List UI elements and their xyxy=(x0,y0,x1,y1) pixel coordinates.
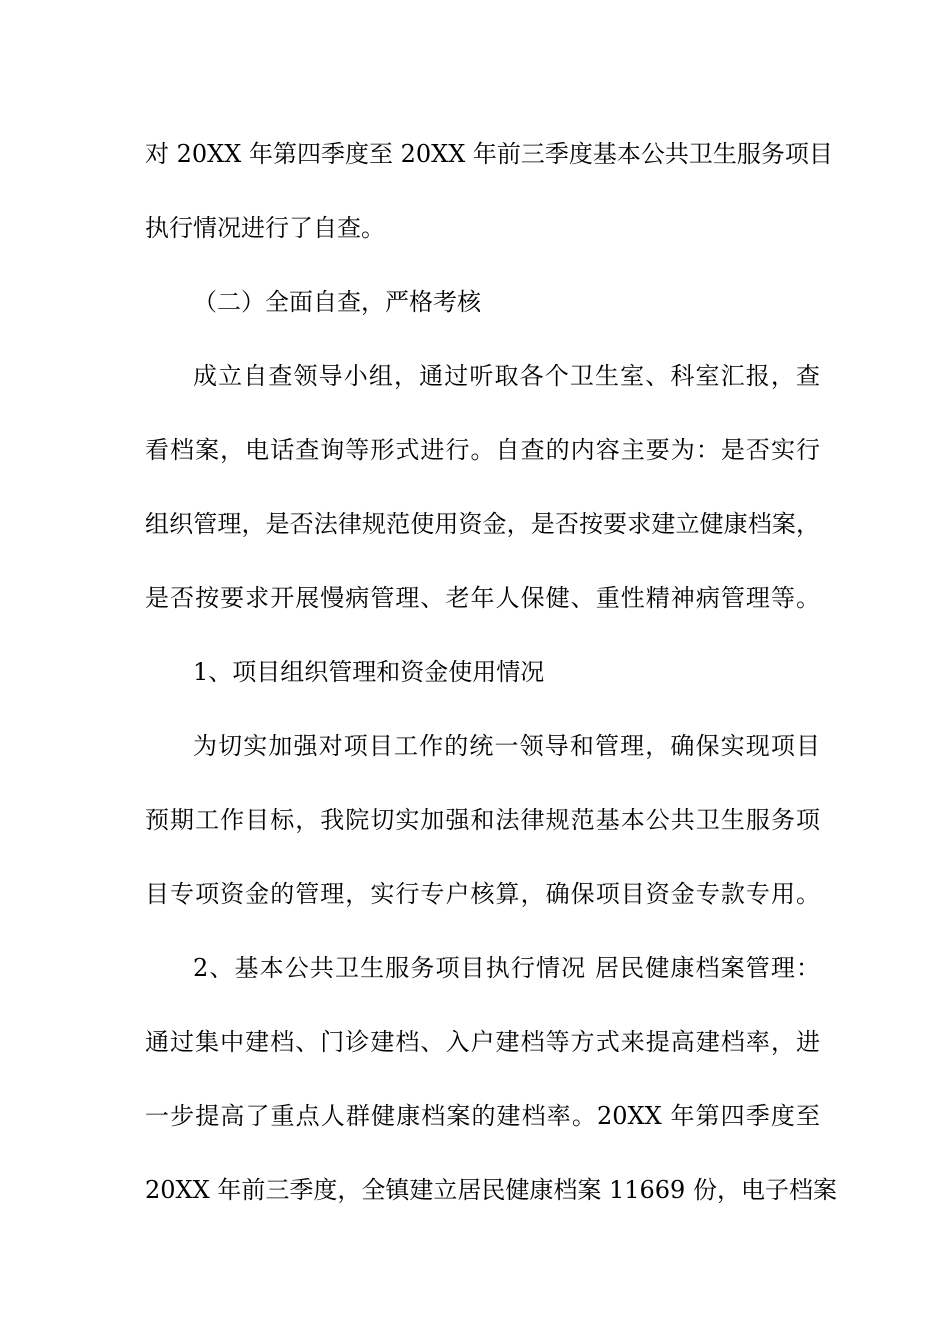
text-line: 成立自查领导小组，通过听取各个卫生室、科室汇报，查 xyxy=(193,362,820,390)
text-line: 是否按要求开展慢病管理、老年人保健、重性精神病管理等。 xyxy=(145,584,820,612)
subsection-heading: 1、项目组织管理和资金使用情况 xyxy=(193,658,545,686)
text-line: 组织管理，是否法律规范使用资金，是否按要求建立健康档案， xyxy=(145,510,820,538)
subsection-heading: 2、基本公共卫生服务项目执行情况 居民健康档案管理： xyxy=(193,954,820,982)
text-line: 通过集中建档、门诊建档、入户建档等方式来提高建档率，进 xyxy=(145,1028,820,1056)
section-heading: （二）全面自查，严格考核 xyxy=(193,288,481,316)
text-line: 目专项资金的管理，实行专户核算，确保项目资金专款专用。 xyxy=(145,880,820,908)
text-line: 预期工作目标，我院切实加强和法律规范基本公共卫生服务项 xyxy=(145,806,820,834)
text-line: 20XX 年前三季度，全镇建立居民健康档案 11669 份，电子档案 xyxy=(145,1176,837,1204)
text-line: 一步提高了重点人群健康档案的建档率。20XX 年第四季度至 xyxy=(145,1102,820,1130)
text-line: 执行情况进行了自查。 xyxy=(145,214,385,242)
text-line: 对 20XX 年第四季度至 20XX 年前三季度基本公共卫生服务项目 xyxy=(145,140,833,168)
text-line: 看档案，电话查询等形式进行。自查的内容主要为：是否实行 xyxy=(145,436,820,464)
text-line: 为切实加强对项目工作的统一领导和管理，确保实现项目 xyxy=(193,732,820,760)
